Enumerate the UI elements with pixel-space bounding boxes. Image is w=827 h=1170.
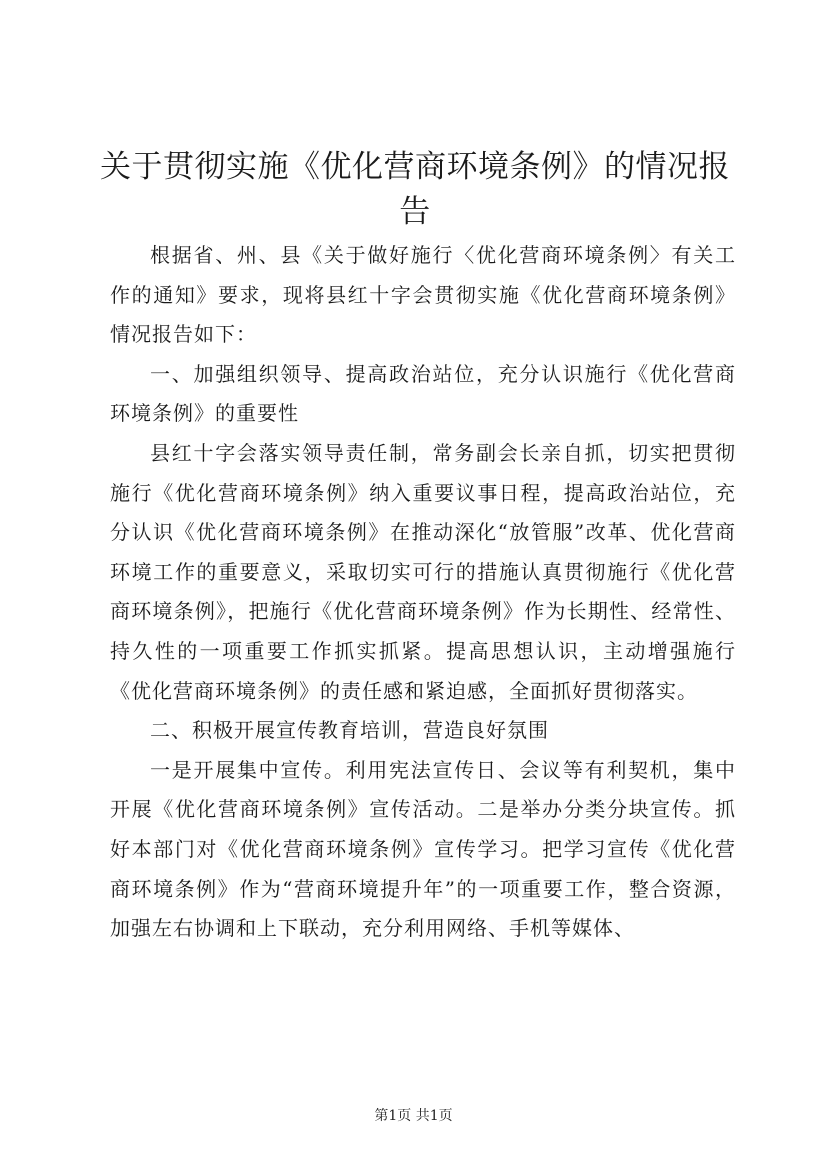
document-body <box>110 236 736 949</box>
paragraph-section-1: 县红十字会落实领导责任制，常务副会长亲自抓，切实把贯彻施行《优化营商环境条例》纳入重要议事日程，提高政治站位，充分认识《优化营商环境条例》在推动深化“放管服”改革、优化营商环境工作的重要意义，采取切实可行的措施认真贯彻施行《优化营商环境条例》，把施行《优化营商环境条例》作为长期性、经常性、持久性的一项重要工作抓实抓紧。提高思想认识，主动增强施行《优化营商环境条例》的责任感和紧迫感，全面抓好贯彻落实。 <box>110 440 736 703</box>
section-heading-2: 二、积极开展宣传教育培训，营造良好氛围 <box>150 718 549 743</box>
paragraph-section-2: 一是开展集中宣传。利用宪法宣传日、会议等有利契机，集中开展《优化营商环境条例》宣传活动。二是举办分类分块宣传。抓好本部门对《优化营商环境条例》宣传学习。把学习宣传《优化营商环境条例》作为“营商环境提升年”的一项重要工作，整合资源，加强左右协调和上下联动，充分利用网络、手机等媒体、 <box>110 757 736 941</box>
paragraph-intro: 根据省、州、县《关于做好施行〈优化营商环境条例〉有关工作的通知》要求，现将县红十字会贯彻实施《优化营商环境条例》情况报告如下： <box>110 243 736 347</box>
page-footer: 第1页 共1页 <box>374 1108 453 1124</box>
section-heading-1: 一、加强组织领导、提高政治站位，充分认识施行《优化营商环境条例》的重要性 <box>110 361 736 426</box>
document-title: 关于贯彻实施《优化营商环境条例》的情况报告 <box>100 149 730 230</box>
